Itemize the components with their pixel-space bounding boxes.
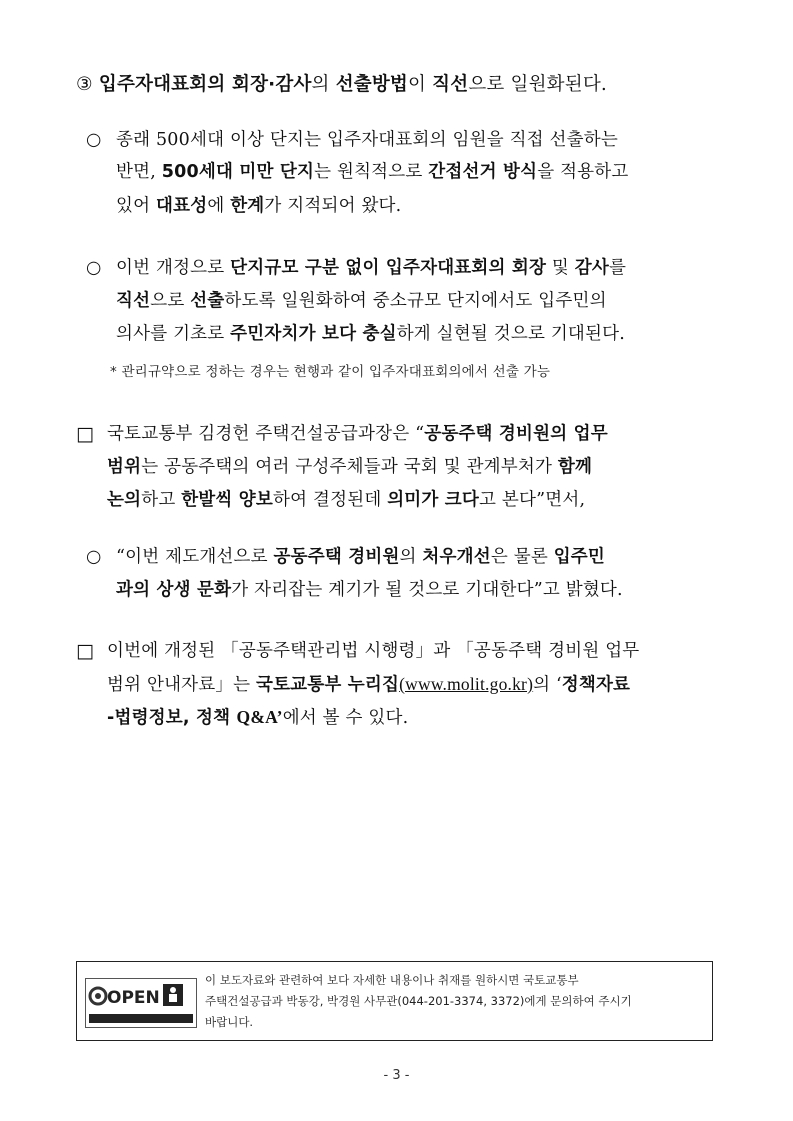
bold-text: 주민자치가 보다 충실: [230, 324, 397, 344]
bold-text: 500세대 미만 단지: [161, 162, 315, 182]
bullet2-line1: [116, 260, 626, 278]
open-license-logo-icon: [85, 978, 197, 1028]
bullet3-line1: [116, 549, 605, 567]
text: 있어: [116, 196, 156, 216]
para2-line3: [107, 709, 408, 728]
text: 가 자리잡는 계기가 될 것으로 기대한다”고 밝혔다.: [231, 580, 623, 600]
bold-text: 의미가 크다: [387, 490, 480, 510]
bold-text: 국토교통부 누리집: [255, 675, 400, 695]
text: 의 ‘: [533, 675, 562, 695]
bold-text: Q&A’: [236, 707, 283, 727]
bold-text: 과의 상생 문화: [116, 580, 232, 600]
checkbox-marker: □: [76, 640, 95, 662]
bold-text: 논의: [107, 490, 142, 510]
text: 반면,: [116, 162, 162, 182]
bold-text: 한발씩 양보: [181, 490, 274, 510]
bold-text: 처우개선: [422, 547, 491, 567]
heading-bold-chair-auditor: 입주자대표회의 회장·감사: [98, 74, 312, 95]
bullet2-line3: [116, 326, 625, 344]
text: 하도록 일원화하여 중소규모 단지에서도 입주민의: [224, 291, 607, 311]
contact-line: 이 보도자료와 관련하여 보다 자세한 내용이나 취재를 원하시면 국토교통부: [205, 973, 579, 987]
text: 에서 볼 수 있다.: [282, 708, 409, 728]
bold-text: 단지규모 구분 없이 입주자대표회의 회장: [230, 258, 547, 278]
text: 이번 개정으로: [116, 258, 231, 278]
bold-text: 직선: [116, 291, 151, 311]
logo-text: OPEN: [107, 988, 160, 1008]
bold-text: 한계: [230, 196, 265, 216]
text: 및: [546, 258, 575, 278]
bold-text: 함께: [557, 457, 593, 477]
bold-text: 공동주택 경비원의 업무: [424, 424, 608, 444]
text: 은 물론: [490, 547, 554, 567]
bullet-marker: ○: [86, 258, 102, 278]
contact-text: [205, 970, 632, 1033]
bold-text: 공동주택 경비원: [273, 547, 400, 567]
website-link[interactable]: (www.molit.go.kr): [399, 674, 534, 694]
section-heading: [76, 76, 607, 95]
bullet1-line3: [116, 198, 401, 216]
contact-line: 주택건설공급과 박동강, 박경원 사무관(044-201-3374, 3372)에게 문의하여 주시기: [205, 994, 632, 1008]
bold-text: 범위: [107, 457, 142, 477]
text: 에: [207, 196, 231, 216]
heading-text: 으로 일원화된다.: [468, 74, 607, 95]
bold-text: 대표성: [155, 196, 208, 216]
bold-text: 정책자료: [561, 675, 631, 695]
page-number: - 3 -: [383, 1068, 410, 1083]
text: 는 공동주택의 여러 구성주체들과 국회 및 관계부처가: [141, 457, 558, 477]
contact-line: 바랍니다.: [205, 1015, 254, 1029]
para1-line1: [107, 426, 608, 444]
heading-text: 의: [311, 74, 336, 95]
heading-text: 이: [408, 74, 433, 95]
heading-bold-direct: 직선: [432, 74, 469, 95]
text: 의: [399, 547, 423, 567]
contact-box: [76, 961, 713, 1041]
bullet-marker: ○: [86, 547, 102, 567]
para1-line3: [107, 492, 585, 510]
checkbox-marker: □: [76, 423, 95, 445]
bold-text: 간접선거 방식: [428, 162, 538, 182]
bullet2-line2: [116, 293, 607, 311]
bold-text: -법령정보, 정책: [107, 708, 237, 728]
text: 하고: [141, 490, 182, 510]
bold-text: 감사: [574, 258, 609, 278]
bold-text: 입주민: [553, 547, 606, 567]
text: 의사를 기초로: [116, 324, 231, 344]
text: 가 지적되어 왔다.: [264, 196, 402, 216]
text: 으로: [150, 291, 191, 311]
text: 을 적용하고: [537, 162, 629, 182]
bullet3-line2: [116, 582, 623, 600]
text: 하게 실현될 것으로 기대된다.: [396, 324, 625, 344]
bullet1-line2: [116, 164, 629, 182]
text: 범위 안내자료」는: [107, 675, 256, 695]
bullet-marker: ○: [86, 130, 102, 150]
bold-text: 선출: [190, 291, 225, 311]
text: 는 원칙적으로: [314, 162, 429, 182]
text: 고 본다”면서,: [479, 490, 586, 510]
para2-line1: 이번에 개정된 「공동주택관리법 시행령」과 「공동주택 경비원 업무: [107, 641, 640, 661]
text: 하여 결정된데: [273, 490, 388, 510]
text: “이번 제도개선으로: [116, 547, 274, 567]
footnote: * 관리규약으로 정하는 경우는 현행과 같이 입주자대표회의에서 선출 가능: [110, 364, 551, 380]
text: 국토교통부 김경헌 주택건설공급과장은 “: [107, 424, 425, 444]
bullet1-line1: 종래 500세대 이상 단지는 입주자대표회의 임원을 직접 선출하는: [116, 130, 618, 150]
circled-number-3: ③: [76, 74, 93, 95]
para1-line2: [107, 459, 592, 477]
text: 를: [608, 258, 627, 278]
heading-bold-method: 선출방법: [335, 74, 408, 95]
para2-line2: [107, 676, 630, 695]
